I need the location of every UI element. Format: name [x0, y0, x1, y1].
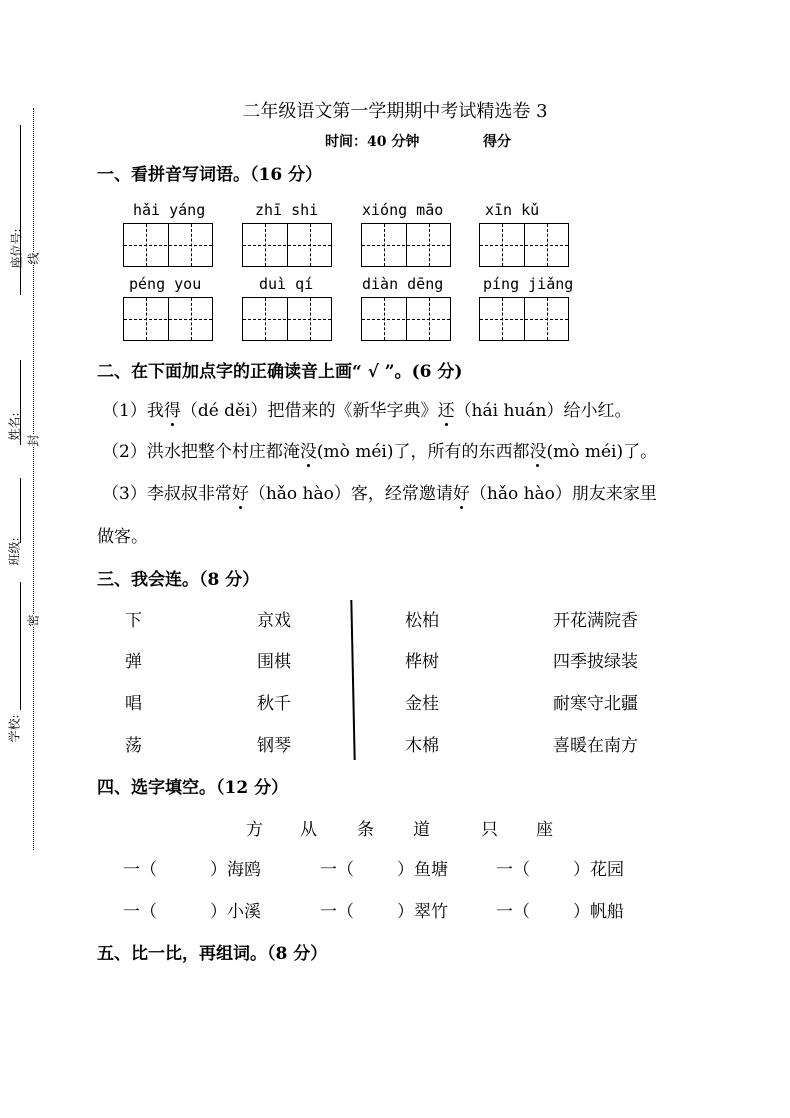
fill-blank-item[interactable]: ）花园 — [573, 860, 624, 880]
class-line — [20, 478, 21, 543]
pinyin-3: xióng māo — [362, 201, 444, 219]
pinyin-7: diàn dēng — [362, 275, 444, 293]
match-item: 耐寒守北疆 — [553, 694, 638, 714]
match-item: 松柏 — [405, 611, 439, 631]
writing-grid[interactable] — [123, 297, 213, 341]
school-label: 学校: — [7, 714, 22, 743]
fill-prefix: 一（ — [496, 860, 530, 880]
fill-prefix: 一（ — [123, 902, 157, 922]
writing-grid[interactable] — [242, 223, 332, 267]
fill-blank-item[interactable]: ）小溪 — [210, 902, 261, 922]
question-2-2: （2）洪水把整个村庄都淹没(mò méi)了，所有的东西都没(mò méi)了。 — [102, 437, 657, 462]
match-item: 木棉 — [405, 736, 439, 756]
match-item: 喜暖在南方 — [553, 736, 638, 756]
question-2-1: （1）我得（dé děi）把借来的《新华字典》还（hái huán）给小红。 — [102, 396, 631, 421]
fill-prefix: 一（ — [320, 860, 354, 880]
match-item: 开花满院香 — [553, 611, 638, 631]
choice-char: 方 — [246, 820, 263, 840]
binding-dotted-line — [33, 108, 34, 850]
score-label: 得分 — [483, 134, 511, 150]
fill-prefix: 一（ — [496, 902, 530, 922]
writing-grid[interactable] — [242, 297, 332, 341]
match-item: 围棋 — [257, 652, 291, 672]
match-item: 四季披绿装 — [553, 652, 638, 672]
match-item: 弹 — [125, 652, 142, 672]
bind-mark-seal: 封 — [26, 434, 41, 447]
choice-char: 道 — [413, 820, 430, 840]
fill-prefix: 一（ — [320, 902, 354, 922]
writing-grid[interactable] — [479, 223, 569, 267]
match-item: 荡 — [125, 736, 142, 756]
page-title: 二年级语文第一学期期中考试精选卷 3 — [242, 101, 548, 122]
pinyin-2: zhī shi — [255, 201, 319, 219]
match-item: 下 — [125, 611, 142, 631]
writing-grid[interactable] — [361, 223, 451, 267]
match-item: 秋千 — [257, 694, 291, 714]
section-1-heading: 一、看拼音写词语。（16 分） — [97, 165, 323, 185]
pinyin-4: xīn kǔ — [485, 201, 540, 219]
match-item: 金桂 — [405, 694, 439, 714]
name-label: 姓名: — [7, 412, 22, 441]
time-info: 时间：40 分钟 — [325, 134, 420, 150]
seat-label: 座位号: — [9, 228, 24, 269]
match-divider — [350, 600, 355, 760]
fill-blank-item[interactable]: ）鱼塘 — [397, 860, 448, 880]
bind-mark-line: 线 — [26, 252, 41, 265]
section-4-heading: 四、选字填空。（12 分） — [97, 778, 289, 798]
pinyin-1: hǎi yáng — [133, 201, 206, 219]
match-item: 京戏 — [257, 611, 291, 631]
choice-char: 从 — [300, 820, 317, 840]
pinyin-5: péng you — [129, 275, 202, 293]
bind-mark-secret: 密 — [26, 614, 41, 627]
class-label: 班级: — [7, 537, 22, 566]
fill-blank-item[interactable]: ）海鸥 — [210, 860, 261, 880]
writing-grid[interactable] — [361, 297, 451, 341]
match-item: 钢琴 — [257, 736, 291, 756]
fill-prefix: 一（ — [123, 860, 157, 880]
fill-blank-item[interactable]: ）帆船 — [573, 902, 624, 922]
school-line — [20, 582, 21, 710]
section-5-heading: 五、比一比，再组词。（8 分） — [97, 944, 328, 964]
choice-char: 座 — [536, 820, 553, 840]
pinyin-8: píng jiǎng — [483, 275, 574, 293]
pinyin-6: duì qí — [259, 275, 314, 293]
writing-grid[interactable] — [123, 223, 213, 267]
choice-char: 条 — [357, 820, 374, 840]
match-item: 桦树 — [405, 652, 439, 672]
writing-grid[interactable] — [479, 297, 569, 341]
match-item: 唱 — [125, 694, 142, 714]
question-2-3-cont: 做客。 — [97, 527, 148, 547]
section-2-heading: 二、在下面加点字的正确读音上画“ √ ”。(6 分) — [97, 362, 463, 382]
seat-line — [20, 125, 21, 295]
section-3-heading: 三、我会连。（8 分） — [97, 570, 260, 590]
choice-char: 只 — [481, 820, 498, 840]
fill-blank-item[interactable]: ）翠竹 — [397, 902, 448, 922]
question-2-3: （3）李叔叔非常好（hǎo hào）客，经常邀请好（hǎo hào）朋友来家里 — [102, 479, 657, 504]
